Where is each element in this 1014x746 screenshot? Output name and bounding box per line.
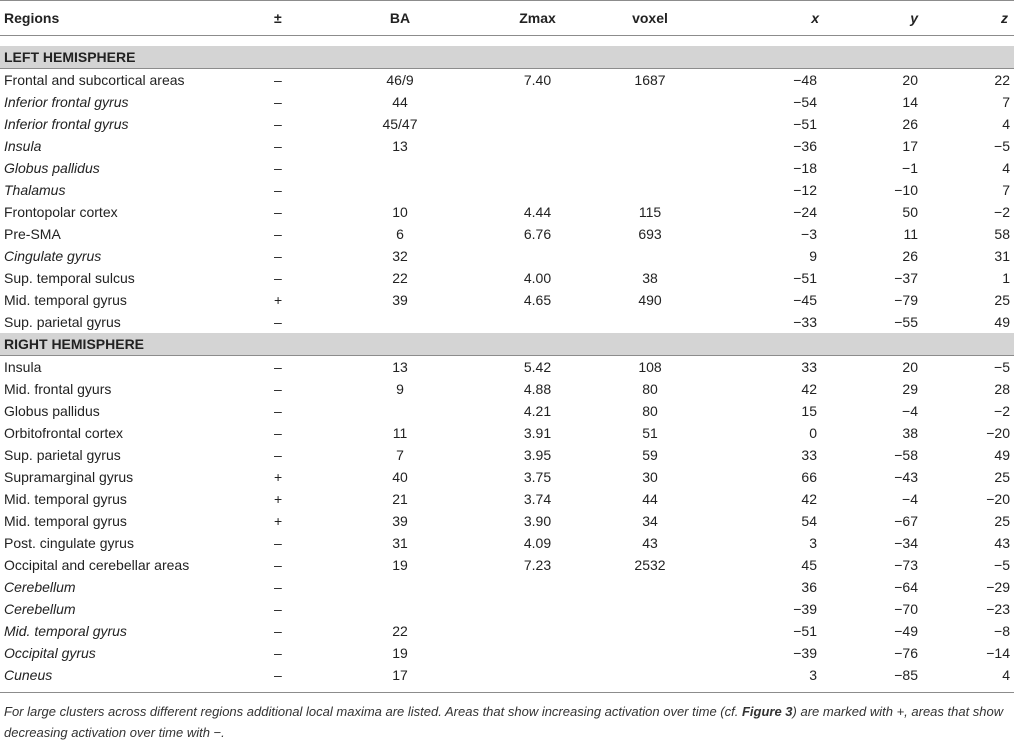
cell-voxel: 38 <box>642 270 658 286</box>
cell-voxel <box>585 311 715 333</box>
table-row <box>0 91 1014 113</box>
cell-ba <box>310 576 490 598</box>
cell-voxel: 44 <box>642 491 658 507</box>
cell-zmax: 3.74 <box>523 491 552 507</box>
table-row <box>0 179 1014 201</box>
cell-z: 25 <box>994 469 1010 485</box>
cell-x: 33 <box>801 447 817 463</box>
cell-plus-minus: – <box>274 248 282 264</box>
cell-x: −24 <box>793 204 817 220</box>
cell-plus-minus: – <box>274 182 282 198</box>
cell-z: 25 <box>994 292 1010 308</box>
cell-voxel <box>585 664 715 686</box>
cell-voxel: 34 <box>642 513 658 529</box>
cell-x: 33 <box>801 359 817 375</box>
cell-voxel: 2532 <box>634 557 666 573</box>
footnote-text-part2: ) are marked with +, areas that show decreasing activation over time with −. <box>4 704 1004 740</box>
table-row <box>0 378 1014 400</box>
cell-zmax: 3.95 <box>523 447 552 463</box>
cell-ba: 19 <box>392 557 408 573</box>
cell-ba: 21 <box>392 491 408 507</box>
cell-zmax <box>490 620 585 642</box>
table-row <box>0 69 1014 92</box>
cell-region: Cerebellum <box>4 579 76 595</box>
cell-x: −3 <box>801 226 817 242</box>
cell-voxel <box>585 113 715 135</box>
cell-zmax <box>490 179 585 201</box>
cell-z: 43 <box>994 535 1010 551</box>
cell-y: −64 <box>894 579 918 595</box>
cell-z: −5 <box>994 557 1010 573</box>
cell-voxel: 490 <box>638 292 662 308</box>
cell-region: Mid. temporal gyrus <box>4 513 127 529</box>
footnote-text-part1: For large clusters across different regions additional local maxima are listed. Areas that show increasing activation over time (cf. <box>4 704 742 719</box>
cell-z: −8 <box>994 623 1010 639</box>
cell-y: −10 <box>894 182 918 198</box>
cell-x: 0 <box>809 425 817 441</box>
table-body <box>0 36 1014 687</box>
header-plus-minus: ± <box>270 1 310 36</box>
cell-region: Mid. temporal gyrus <box>4 623 127 639</box>
table-row <box>0 532 1014 554</box>
cell-zmax <box>490 664 585 686</box>
cell-voxel <box>585 91 715 113</box>
spacer-row <box>0 36 1014 47</box>
cell-voxel <box>585 135 715 157</box>
cell-z: 25 <box>994 513 1010 529</box>
header-voxel: voxel <box>585 1 715 36</box>
cell-zmax: 3.91 <box>523 425 552 441</box>
table-row <box>0 356 1014 379</box>
cell-z: −2 <box>994 403 1010 419</box>
cell-plus-minus: + <box>274 292 283 308</box>
cell-region: Cingulate gyrus <box>4 248 102 264</box>
cell-z: 4 <box>1002 160 1010 176</box>
cell-y: 29 <box>902 381 918 397</box>
cell-zmax: 4.65 <box>523 292 552 308</box>
cell-region: Frontal and subcortical areas <box>4 72 185 88</box>
cell-voxel: 80 <box>642 403 658 419</box>
cell-region: Inferior frontal gyrus <box>4 94 129 110</box>
cell-ba: 39 <box>392 292 408 308</box>
cell-voxel: 51 <box>642 425 658 441</box>
section-title: LEFT HEMISPHERE <box>0 46 1014 69</box>
cell-zmax <box>490 245 585 267</box>
cell-x: −18 <box>793 160 817 176</box>
cell-region: Cerebellum <box>4 601 76 617</box>
cell-region: Occipital and cerebellar areas <box>4 557 190 573</box>
cell-x: −51 <box>793 270 817 286</box>
table-row <box>0 466 1014 488</box>
cell-x: −51 <box>793 623 817 639</box>
cell-x: −39 <box>793 645 817 661</box>
table-row <box>0 598 1014 620</box>
cell-ba: 19 <box>392 645 408 661</box>
cell-ba <box>310 598 490 620</box>
cell-ba: 32 <box>392 248 408 264</box>
cell-y: −43 <box>894 469 918 485</box>
cell-y: 11 <box>903 226 918 242</box>
cell-y: −34 <box>894 535 918 551</box>
cell-ba: 44 <box>392 94 408 110</box>
cell-zmax: 5.42 <box>523 359 552 375</box>
cell-ba: 11 <box>392 425 408 441</box>
cell-y: −4 <box>902 403 918 419</box>
section-header-row <box>0 46 1014 69</box>
cell-plus-minus: – <box>274 270 282 286</box>
cell-y: −58 <box>894 447 918 463</box>
cell-region: Supramarginal gyrus <box>4 469 134 485</box>
cell-plus-minus: – <box>274 645 282 661</box>
cell-zmax: 4.88 <box>523 381 552 397</box>
cell-plus-minus: – <box>274 535 282 551</box>
cell-voxel: 43 <box>642 535 658 551</box>
cell-x: 3 <box>809 535 817 551</box>
cell-y: 26 <box>902 116 918 132</box>
cell-zmax <box>490 598 585 620</box>
cell-y: 20 <box>902 359 918 375</box>
cell-z: −20 <box>986 491 1010 507</box>
cell-region: Mid. frontal gyurs <box>4 381 112 397</box>
cell-z: 4 <box>1002 667 1010 683</box>
section-title: RIGHT HEMISPHERE <box>0 333 1014 356</box>
cell-x: −33 <box>793 314 817 330</box>
cell-zmax: 4.09 <box>523 535 552 551</box>
cell-ba: 22 <box>392 270 408 286</box>
table-row <box>0 113 1014 135</box>
cell-ba: 22 <box>392 623 408 639</box>
cell-x: 42 <box>801 381 817 397</box>
table-row <box>0 620 1014 642</box>
cell-voxel <box>585 642 715 664</box>
cell-plus-minus: + <box>274 513 283 529</box>
cell-y: −73 <box>894 557 918 573</box>
header-x: x <box>715 1 825 36</box>
cell-ba <box>310 400 490 422</box>
header-zmax: Zmax <box>490 1 585 36</box>
table-row <box>0 289 1014 311</box>
table-footnote <box>0 693 1014 743</box>
cell-x: 54 <box>801 513 817 529</box>
table-row <box>0 400 1014 422</box>
cell-x: 36 <box>801 579 817 595</box>
cell-region: Cuneus <box>4 667 53 683</box>
cell-voxel: 59 <box>642 447 658 463</box>
table-row <box>0 245 1014 267</box>
cell-zmax <box>490 157 585 179</box>
cell-region: Inferior frontal gyrus <box>4 116 129 132</box>
cell-z: 49 <box>994 447 1010 463</box>
table-row <box>0 223 1014 245</box>
cell-plus-minus: – <box>274 204 282 220</box>
cell-zmax: 6.76 <box>523 226 552 242</box>
cell-voxel: 115 <box>638 204 662 220</box>
cell-x: 45 <box>801 557 817 573</box>
cell-x: −12 <box>793 182 817 198</box>
cell-z: −14 <box>986 645 1010 661</box>
cell-x: −48 <box>793 72 817 88</box>
cell-voxel: 1687 <box>634 72 666 88</box>
cell-plus-minus: – <box>274 623 282 639</box>
table-row <box>0 422 1014 444</box>
cell-zmax: 4.00 <box>523 270 552 286</box>
cell-ba: 40 <box>392 469 408 485</box>
cell-z: 28 <box>994 381 1010 397</box>
cell-ba: 39 <box>392 513 408 529</box>
cell-y: 26 <box>902 248 918 264</box>
cell-ba: 45/47 <box>382 116 418 132</box>
cell-z: −20 <box>986 425 1010 441</box>
cell-plus-minus: – <box>274 381 282 397</box>
cell-y: −55 <box>894 314 918 330</box>
table-row <box>0 201 1014 223</box>
cell-z: 58 <box>994 226 1010 242</box>
table-row <box>0 510 1014 532</box>
cell-z: −2 <box>994 204 1010 220</box>
header-regions: Regions <box>0 1 270 36</box>
table-row <box>0 642 1014 664</box>
table-row <box>0 311 1014 333</box>
cell-y: 38 <box>902 425 918 441</box>
cell-ba: 17 <box>392 667 408 683</box>
cell-zmax <box>490 642 585 664</box>
header-z: z <box>940 1 1014 36</box>
cell-ba: 46/9 <box>386 72 414 88</box>
cell-y: −1 <box>902 160 918 176</box>
cell-x: 9 <box>809 248 817 264</box>
cell-y: −70 <box>894 601 918 617</box>
cell-plus-minus: – <box>274 403 282 419</box>
table-row <box>0 664 1014 686</box>
cell-voxel: 30 <box>642 469 658 485</box>
cell-y: −79 <box>894 292 918 308</box>
cell-y: 20 <box>902 72 918 88</box>
cell-voxel: 80 <box>642 381 658 397</box>
cell-plus-minus: – <box>274 314 282 330</box>
cell-voxel <box>585 598 715 620</box>
cell-region: Mid. temporal gyrus <box>4 292 127 308</box>
cell-region: Thalamus <box>4 182 66 198</box>
cell-ba: 9 <box>396 381 404 397</box>
cell-ba <box>310 157 490 179</box>
cell-zmax <box>490 576 585 598</box>
cell-x: −45 <box>793 292 817 308</box>
cell-voxel <box>585 620 715 642</box>
cell-y: −67 <box>894 513 918 529</box>
cell-voxel: 108 <box>638 359 662 375</box>
cell-voxel: 693 <box>638 226 662 242</box>
cell-ba: 6 <box>396 226 404 242</box>
cell-z: −5 <box>994 138 1010 154</box>
cell-plus-minus: – <box>274 94 282 110</box>
cell-voxel <box>585 179 715 201</box>
cell-voxel <box>585 576 715 598</box>
cell-x: −39 <box>793 601 817 617</box>
cell-region: Globus pallidus <box>4 160 100 176</box>
cell-zmax <box>490 311 585 333</box>
cell-plus-minus: – <box>274 601 282 617</box>
cell-voxel <box>585 157 715 179</box>
cell-region: Frontopolar cortex <box>4 204 118 220</box>
cell-y: −4 <box>902 491 918 507</box>
cell-x: −54 <box>793 94 817 110</box>
cell-zmax: 3.75 <box>523 469 552 485</box>
cell-ba <box>310 179 490 201</box>
cell-x: 42 <box>801 491 817 507</box>
header-row <box>0 1 1014 36</box>
table-row <box>0 267 1014 289</box>
cell-zmax: 7.23 <box>523 557 552 573</box>
cell-ba: 10 <box>392 204 408 220</box>
cell-x: −36 <box>793 138 817 154</box>
cell-zmax <box>490 135 585 157</box>
cell-plus-minus: – <box>274 72 282 88</box>
header-ba: BA <box>310 1 490 36</box>
cell-z: 4 <box>1002 116 1010 132</box>
table-row <box>0 554 1014 576</box>
cell-plus-minus: – <box>274 579 282 595</box>
cell-ba: 31 <box>392 535 408 551</box>
cell-z: 7 <box>1002 182 1010 198</box>
cell-voxel <box>585 245 715 267</box>
cell-x: 66 <box>801 469 817 485</box>
cell-plus-minus: – <box>274 557 282 573</box>
cell-ba: 13 <box>392 359 408 375</box>
cell-ba: 7 <box>396 447 404 463</box>
cell-ba: 13 <box>392 138 408 154</box>
cell-plus-minus: – <box>274 116 282 132</box>
cell-z: 7 <box>1002 94 1010 110</box>
cell-region: Globus pallidus <box>4 403 100 419</box>
table-header <box>0 1 1014 36</box>
cell-plus-minus: – <box>274 425 282 441</box>
cell-z: 31 <box>994 248 1010 264</box>
cell-region: Occipital gyrus <box>4 645 96 661</box>
cell-z: −29 <box>986 579 1010 595</box>
cell-x: 3 <box>809 667 817 683</box>
cell-plus-minus: – <box>274 447 282 463</box>
cell-z: −5 <box>994 359 1010 375</box>
cell-x: −51 <box>793 116 817 132</box>
cell-x: 15 <box>801 403 817 419</box>
cell-zmax: 3.90 <box>523 513 552 529</box>
table-row <box>0 576 1014 598</box>
cell-region: Pre-SMA <box>4 226 61 242</box>
cell-zmax: 4.44 <box>523 204 552 220</box>
cell-zmax: 4.21 <box>523 403 552 419</box>
cell-y: −37 <box>894 270 918 286</box>
cell-region: Insula <box>4 359 42 375</box>
cell-plus-minus: – <box>274 138 282 154</box>
cell-y: −49 <box>894 623 918 639</box>
cell-z: 49 <box>994 314 1010 330</box>
cell-ba <box>310 311 490 333</box>
cell-region: Sup. temporal sulcus <box>4 270 135 286</box>
cell-y: −85 <box>894 667 918 683</box>
figure-reference: Figure 3 <box>741 704 793 719</box>
cell-plus-minus: – <box>274 160 282 176</box>
cell-y: −76 <box>894 645 918 661</box>
cell-region: Mid. temporal gyrus <box>4 491 127 507</box>
cell-z: 1 <box>1002 270 1010 286</box>
cell-y: 17 <box>902 138 918 154</box>
cell-plus-minus: + <box>274 491 283 507</box>
table-row <box>0 488 1014 510</box>
cell-zmax <box>490 91 585 113</box>
cell-region: Sup. parietal gyrus <box>4 314 121 330</box>
cell-region: Orbitofrontal cortex <box>4 425 124 441</box>
cell-zmax: 7.40 <box>523 72 552 88</box>
cell-y: 14 <box>902 94 918 110</box>
cell-z: 22 <box>994 72 1010 88</box>
header-y: y <box>825 1 940 36</box>
section-header-row <box>0 333 1014 356</box>
cell-plus-minus: + <box>274 469 283 485</box>
table-row <box>0 135 1014 157</box>
cell-plus-minus: – <box>274 226 282 242</box>
table-row <box>0 444 1014 466</box>
cell-region: Sup. parietal gyrus <box>4 447 121 463</box>
cell-z: −23 <box>986 601 1010 617</box>
cell-plus-minus: – <box>274 359 282 375</box>
cell-y: 50 <box>902 204 918 220</box>
cell-region: Post. cingulate gyrus <box>4 535 134 551</box>
table-row <box>0 157 1014 179</box>
cell-region: Insula <box>4 138 42 154</box>
cell-plus-minus: – <box>274 667 282 683</box>
cell-zmax <box>490 113 585 135</box>
